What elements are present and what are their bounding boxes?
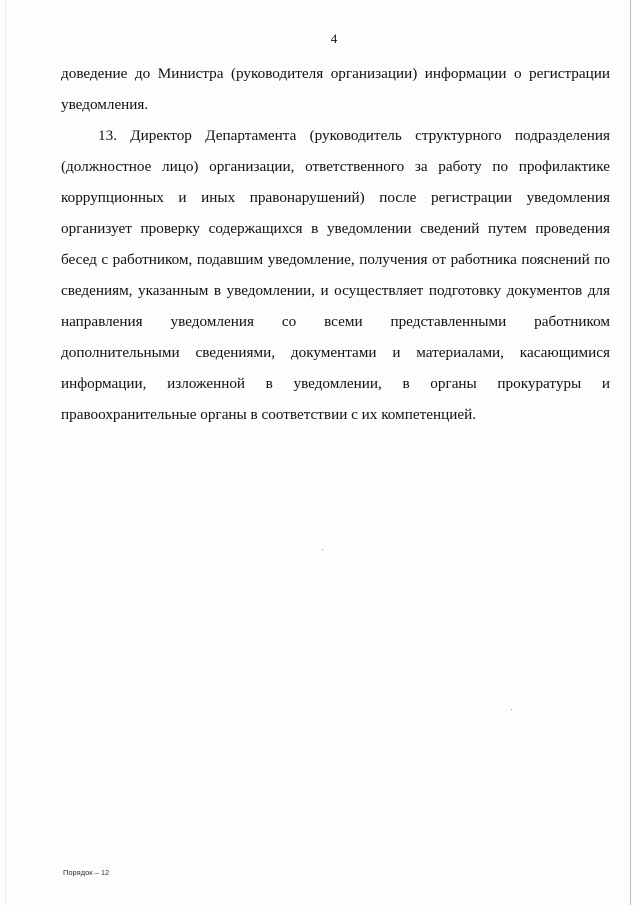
scan-speck (322, 549, 323, 550)
scan-edge-left (5, 0, 6, 905)
paragraph-continuation: доведение до Министра (руководителя организации) информации о регистрации уведомления. (61, 65, 610, 113)
scan-edge-right (630, 0, 631, 905)
paragraph-item-13: 13. Директор Департамента (руководитель структурного подразделения (должностное лицо) организации, ответственного за работу по профилактике коррупционных и иных правонарушений) после регистрации уведомления организует проверку содержащихся в уведомлении сведений путем проведения бесед с работником, подавшим уведомление, получения от работника пояснений по сведениям, указанным в уведомлении, и осуществляет подготовку документов для направления уведомления со всеми представленными работником дополнительными сведениями, документами и материалами, касающимися информации, изложенной в уведомлении, в органы прокуратуры и правоохранительные органы в соответствии с их компетенцией. (61, 127, 610, 423)
scan-speck (511, 709, 512, 710)
page-number: 4 (330, 31, 338, 46)
document-footer: Порядок – 12 (63, 868, 110, 877)
document-body (61, 58, 610, 430)
